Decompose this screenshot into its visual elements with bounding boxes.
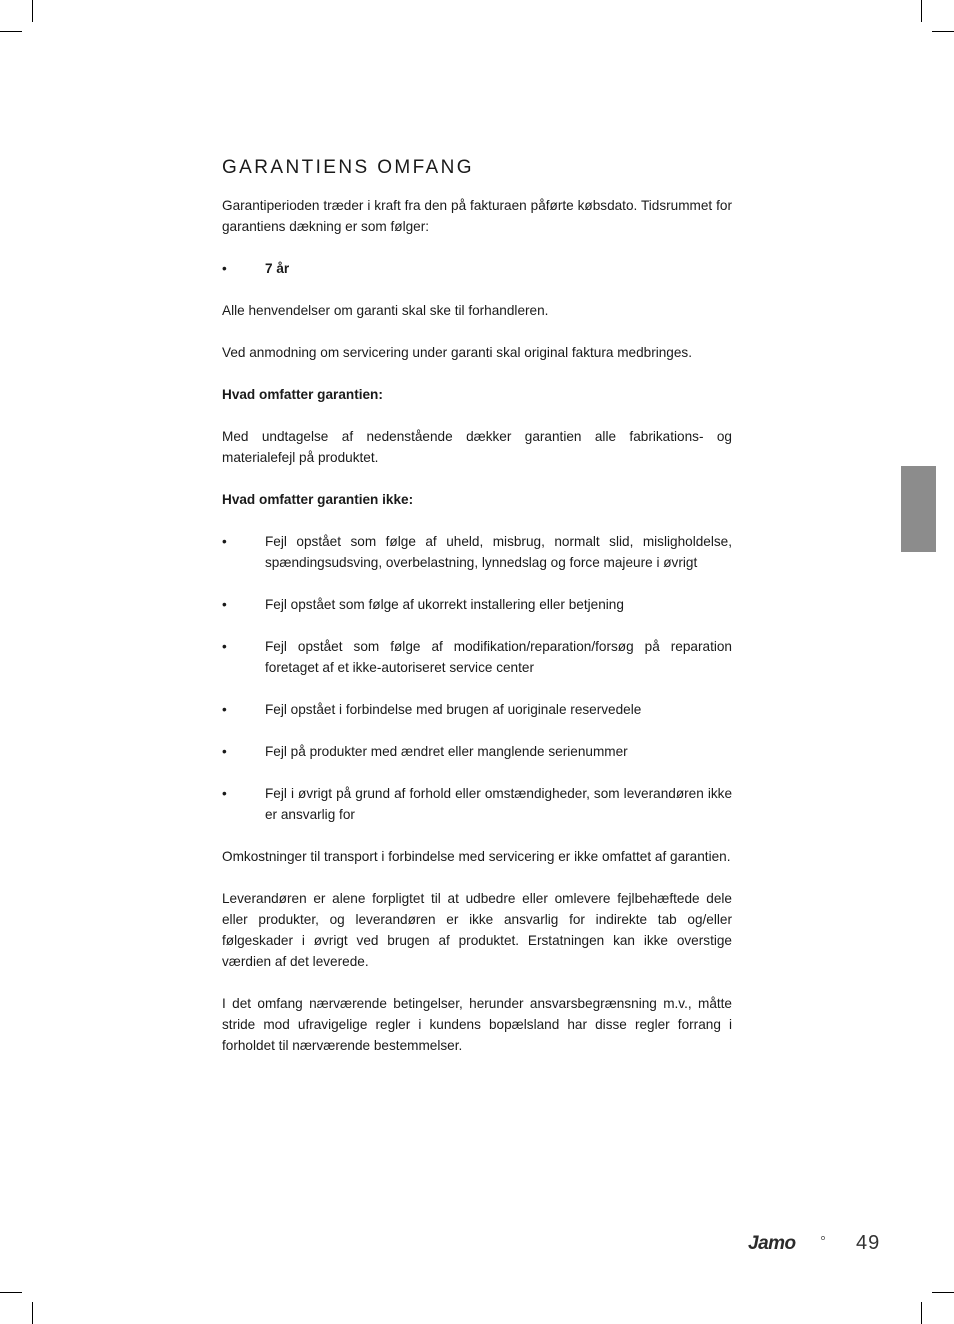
crop-mark [921,0,922,22]
page-number: 49 [856,1231,881,1254]
crop-mark [32,0,33,22]
crop-mark [932,1292,954,1293]
period-list [222,258,732,279]
dealer-paragraph: Alle henvendelser om garanti skal ske til forhandleren. [222,303,549,318]
bullet: • [222,744,227,759]
list-item [222,699,732,720]
bullet: • [222,639,227,654]
warranty-period: 7 år [265,261,290,276]
not-covered-heading: Hvad omfatter garantien ikke: [222,492,414,507]
exclusion-text: Fejl opstået som følge af ukorrekt installering eller betjening [265,597,624,612]
exclusion-text: Fejl i øvrigt på grund af forhold eller omstændigheder, som leverandøren ikke er ansvarlig for [265,786,732,822]
list-item [222,783,732,825]
exclusions-list [222,531,732,825]
covered-paragraph: Med undtagelse af nedenstående dækker garantien alle fabrikations- og materialefejl på produktet. [222,429,732,465]
bullet: • [222,786,227,801]
crop-mark [932,31,954,32]
exclusion-text: Fejl opstået som følge af uheld, misbrug, normalt slid, misligholdelse, spændingsudsving, overbelastning, lynnedslag og force majeure i øvrigt [265,534,732,570]
list-item [222,741,732,762]
bullet: • [222,261,227,276]
intro-paragraph: Garantiperioden træder i kraft fra den på fakturaen påførte købsdato. Tidsrummet for garantiens dækning er som følger: [222,198,732,234]
list-item [222,636,732,678]
page-content [222,157,732,1077]
liability-paragraph: Leverandøren er alene forpligtet til at udbedre eller omlevere fejlbehæftede dele eller produkter, og leverandøren er ikke ansvarlig for indirekte tab og/eller følgeskader i øvrigt ved brugen af produktet. Erstatningen kan ikke overstige værdien af det leverede. [222,891,732,969]
crop-mark [0,31,22,32]
jamo-logo [748,1232,826,1254]
transport-paragraph: Omkostninger til transport i forbindelse med servicering er ikke omfattet af garantien. [222,849,731,864]
crop-mark [32,1302,33,1324]
scope-paragraph: I det omfang nærværende betingelser, herunder ansvarsbegrænsning m.v., måtte stride mod ufravigelige regler i kundens bopælsland har disse regler forrang i forholdet til nærværende bestemmelser. [222,996,732,1053]
page-footer [748,1229,880,1257]
bullet: • [222,597,227,612]
exclusion-text: Fejl opstået i forbindelse med brugen af uoriginale reservedele [265,702,642,717]
list-item [222,258,732,279]
crop-mark [0,1292,22,1293]
crop-mark [921,1302,922,1324]
section-tab [901,466,936,552]
exclusion-text: Fejl på produkter med ændret eller manglende serienummer [265,744,628,759]
invoice-paragraph: Ved anmodning om servicering under garanti skal original faktura medbringes. [222,345,692,360]
page-title: GARANTIENS OMFANG [222,157,474,178]
exclusion-text: Fejl opstået som følge af modifikation/reparation/forsøg på reparation foretaget af et ikke-autoriseret service center [265,639,732,675]
bullet: • [222,702,227,717]
bullet: • [222,534,227,549]
list-item [222,531,732,573]
covered-heading: Hvad omfatter garantien: [222,387,383,402]
list-item [222,594,732,615]
svg-text:Jamo: Jamo [748,1233,796,1254]
